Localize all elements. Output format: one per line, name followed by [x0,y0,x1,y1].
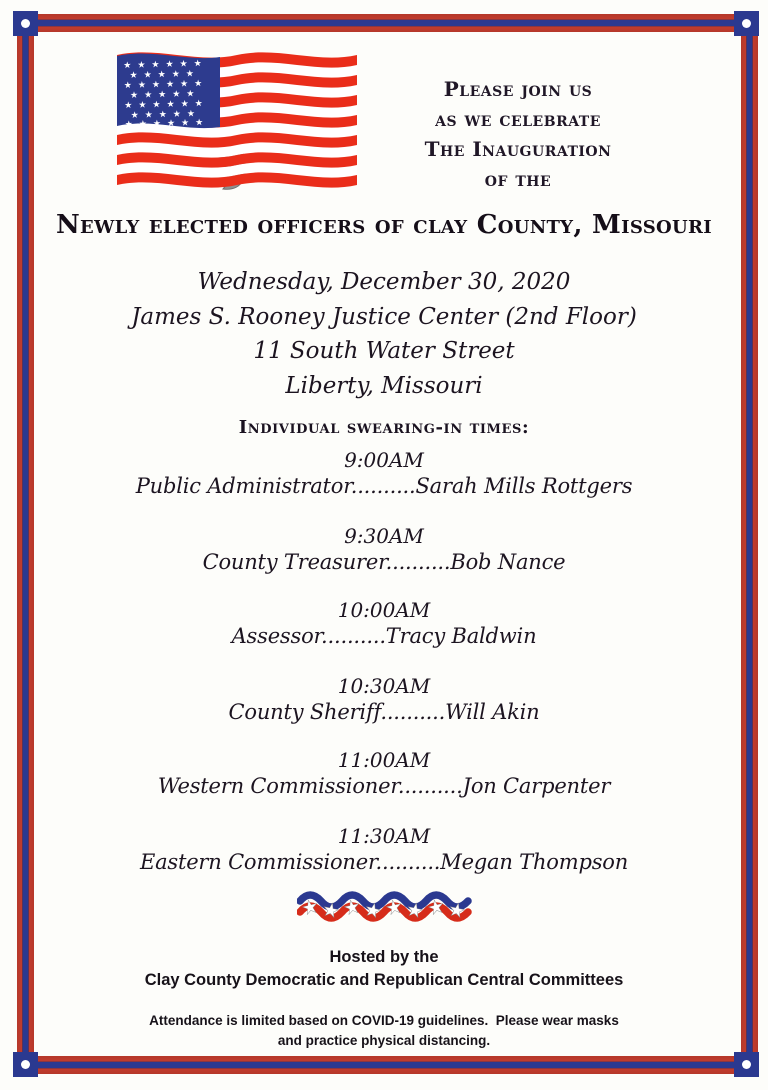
intro-line: of the [484,167,552,191]
svg-text:★: ★ [447,899,467,923]
stars-ribbon-divider-icon [297,888,473,928]
svg-text:★★★★★★: ★★★★★★ [124,117,210,131]
event-detail-line: Wednesday, December 30, 2020 [197,269,571,295]
svg-text:★★★★★★: ★★★★★★ [124,98,209,112]
svg-text:★: ★ [300,896,321,920]
svg-text:★: ★ [405,899,425,923]
intro-line: as we celebrate [435,107,601,131]
corner-rivet-dot [742,19,751,28]
headline: Newly elected officers of clay County, Missouri [55,210,712,240]
corner-rivet-dot [21,19,30,28]
svg-text:★: ★ [384,896,404,920]
border-bottom-band [32,1056,740,1074]
schedule-time: 11:00AM [337,748,431,772]
schedule-item [0,524,768,575]
svg-text:★: ★ [426,896,447,920]
intro-line: The Inauguration [424,137,612,161]
schedule-time: 10:00AM [337,598,431,622]
schedule-item [0,448,768,499]
covid-notice-line: Attendance is limited based on COVID-19 guidelines. Please wear masks [149,1013,619,1028]
schedule-entry: County Sheriff..........Will Akin [228,700,540,724]
intro-text [367,74,669,194]
svg-text:★: ★ [321,899,341,923]
schedule-heading: Individual swearing-in times: [238,417,530,438]
event-detail-line: Liberty, Missouri [285,372,483,399]
event-detail-line: James S. Rooney Justice Center (2nd Floor) [131,303,637,330]
schedule-entry: Western Commissioner..........Jon Carpenter [157,774,611,798]
covid-notice-line: and practice physical distancing. [277,1033,491,1048]
schedule-time: 9:00AM [344,448,424,472]
schedule-time: 9:30AM [344,524,424,548]
intro-line: Please join us [443,77,593,101]
hosted-by [0,946,768,992]
svg-text:★: ★ [362,899,383,923]
border-corner-bottom-left [13,1052,38,1077]
schedule-entry: County Treasurer..........Bob Nance [202,550,566,574]
us-flag-icon [112,46,362,196]
hosted-by-line: Hosted by the [329,948,439,966]
covid-notice [0,1011,768,1051]
border-corner-bottom-right [734,1052,759,1077]
hosted-by-line: Clay County Democratic and Republican Central Committees [144,971,624,989]
schedule-entry: Assessor..........Tracy Baldwin [231,624,537,648]
border-corner-top-left [13,11,38,36]
svg-text:★★★★★★: ★★★★★★ [123,58,208,72]
schedule-item [0,598,768,649]
svg-text:★★★★★★: ★★★★★★ [123,78,209,92]
svg-text:★★★★★: ★★★★★ [129,69,201,81]
event-details [0,265,768,403]
event-detail-line: 11 South Water Street [253,338,515,364]
svg-text:★★★★★: ★★★★★ [129,89,201,101]
svg-text:★: ★ [342,896,362,920]
border-corner-top-right [734,11,759,36]
schedule-item [0,674,768,725]
svg-text:★★★★★: ★★★★★ [130,109,202,121]
schedule-item [0,748,768,799]
schedule-entry: Eastern Commissioner..........Megan Thompson [139,850,629,874]
schedule-time: 11:30AM [337,824,431,848]
schedule-entry: Public Administrator..........Sarah Mills Rottgers [135,474,633,498]
schedule-time: 10:30AM [337,674,431,698]
schedule-item [0,824,768,875]
border-top-band [32,14,740,32]
corner-rivet-dot [21,1060,30,1069]
corner-rivet-dot [742,1060,751,1069]
